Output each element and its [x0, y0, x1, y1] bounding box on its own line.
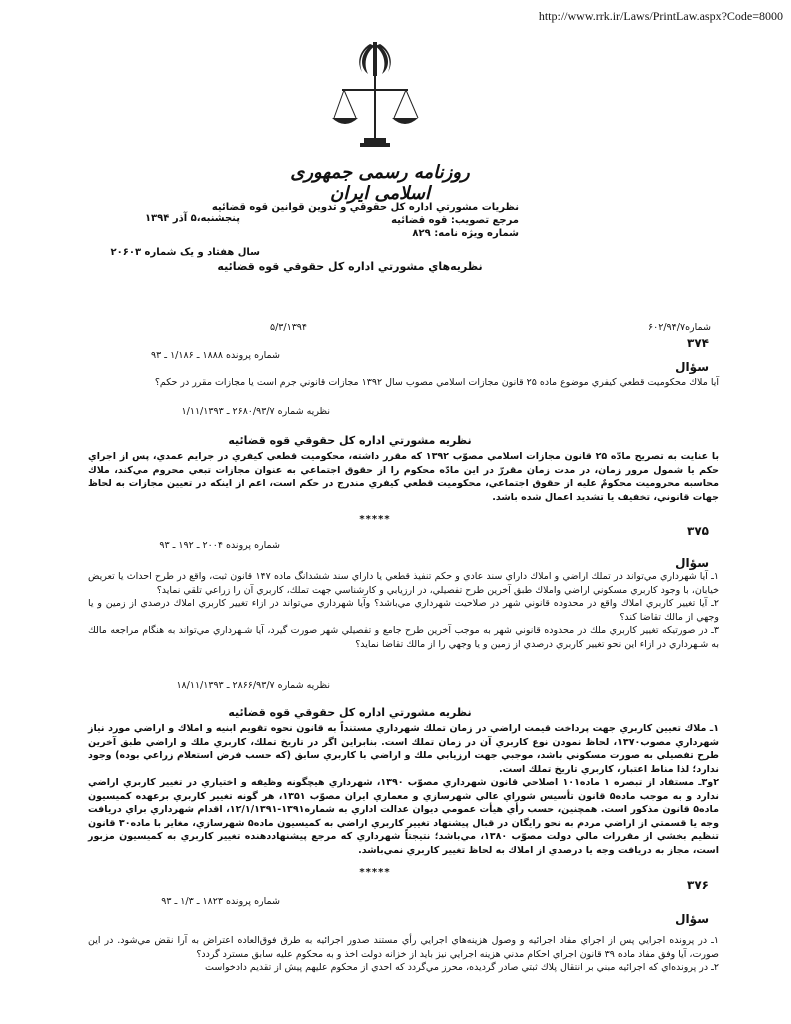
item-375-opinion-ref: نظريه شماره ۲۸۶۶/۹۳/۷ ـ ۱۸/۱۱/۱۳۹۳: [176, 680, 330, 691]
item-374-question-label: سؤال: [675, 360, 709, 374]
year-issue: سال هفتاد و یک شماره ۲۰۶۰۳: [110, 247, 260, 258]
item-375-opinions: [88, 722, 719, 857]
item-375-question-1: ۱ـ آيا شهرداري مي‌تواند در تملك اراضي و املاك داراي سند عادي و حكم تنفيذ قطعي يا داراي سند ششدانگ ماده ۱۴۷ قانون ثبت، واقع در طرح احداث يا تعريض خيابان، با وجود كاربري مسكوني اراضي واملاك طبق آخرين طرح تفصيلي، در ارزيابي و كارشناسي جهت تملك، كاربري آن را زراعي تلقي نمايد؟: [88, 571, 720, 596]
item-376-file: شماره پرونده ۱۸۲۳ ـ ۱/۳ ـ ۹۳: [161, 896, 280, 907]
item-374-file: شماره پرونده ۱۸۸۸ ـ ۱/۱۸۶ ـ ۹۳: [151, 350, 280, 361]
item-376-number: ۳۷۶: [687, 878, 709, 892]
ref-date: ۵/۳/۱۳۹۴: [270, 322, 308, 333]
item-375-file: شماره پرونده ۲۰۰۴ ـ ۱۹۲ ـ ۹۳: [159, 540, 280, 551]
doc-title: نظريه‌هاي مشورتي اداره كل حقوقي قوه قضائيه: [217, 260, 483, 273]
item-376-question-1: ۱ـ در پرونده اجرايي پس از اجراي مفاد اجرائيه و وصول هزينه‌هاي اجرايي رأي مستند صدور اجرائيه به طرق فوق‌العاده اعتراض به آرا نقض مي‌شود. در اين صورت، آيا وفق مفاد ماده ۳۹ قانون اجراي احكام مدني هزينه اجرايي نيز بايد از خزانه دولت اخذ و به محكوم عليه سابق مسترد گردد؟: [88, 935, 719, 960]
item-375-question-label: سؤال: [675, 556, 709, 570]
separator-1: *****: [359, 514, 391, 525]
item-374-opinion-title: نظريه مشورتي اداره كل حقوقي قوه قضائيه: [228, 434, 472, 447]
item-375-opinion-2: ۲و۳ـ مستفاد از تبصره ۱ ماده۱۰۱ اصلاحي قانون شهرداري مصوّب ۱۳۹۰، شهرداري هيچگونه وظيفه و اختياري در تغيير كاربري اراضي ندارد و به موجب ماده۵ قانون تأسيس شوراي عالي شهرسازي و معماري ايران مصوّب ۱۳۵۱، هر گونه تغيير كاربري برعهده كميسيون ماده۵ قانون مذكور است. همچنين، حسب رأي هيأت عمومي ديوان عدالت اداري به شماره۱۳۹۱-۱۲/۱/۱۳۹۱، اقدام شهرداري براي دريافت وجه يا قسمتي از اراضي مردم به نحو رايگان در قبال پيشنهاد تغيير كاربري اراضي به كميسيون ماده۵ شهرسازي، مغاير با ماده۳۰ قانون تنظيم بخشي از مقررات مالي دولت مصوّب ۱۳۸۰، مي‌باشد؛ نتيجتاً شهرداري كه مرجع پيشنهاددهنده تغيير كاربري به كميسيون مزبور است، مجاز به دريافت وجه يا درصدي از املاك به لحاظ تغيير كاربري نمي‌باشد.: [88, 777, 720, 856]
issue-date: پنجشنبه،۵ آذر ۱۳۹۴: [144, 213, 240, 224]
header-line-2: مرجع تصويب: قوه قضائيه: [391, 215, 519, 226]
item-375-opinion-1: ۱ـ ملاك تعيين كاربري جهت پرداخت قيمت اراضي در زمان تملك شهرداري مستنداً به قانون نحوه تقويم ابنيه و املاك و اراضي مورد نياز شهرداري مصوب۱۳۷۰، لحاظ نمودن نوع كاربري آن در زمان تملك است. بنابراين اگر در تاريخ تملك، كاربري ملك و اراضي طبق آخرين طرح تفصيلي به صورت مسكوني باشد، موجبي جهت ارزيابي ملك و اراضي با كاربري سابق (كه حسب فرض استعلام زراعي بوده) وجود ندارد؛ لذا مناط اعتبار، كاربري تاريخ تملك است.: [88, 723, 720, 775]
item-375-questions: [88, 570, 719, 651]
item-374-question: آيا ملاك محكوميت قطعي كيفري موضوع ماده ۲۵ قانون مجازات اسلامي مصوب سال ۱۳۹۲ مجازات قانوني جرم است يا مجازات مقرر در حكم؟: [154, 377, 719, 388]
header-line-3: شماره ويژه نامه: ٨٢٩: [412, 228, 519, 239]
item-376-question-label: سؤال: [675, 912, 709, 926]
source-url: http://www.rrk.ir/Laws/PrintLaw.aspx?Code=8000: [538, 9, 783, 23]
item-375-number: ۳۷۵: [687, 524, 709, 538]
item-375-opinion-title: نظريه مشورتي اداره كل حقوقي قوه قضائيه: [228, 706, 472, 719]
judiciary-emblem-icon: [330, 38, 420, 158]
item-374-opinion-ref: نظريه شماره ۲۶۸۰/۹۳/۷ ـ ۱/۱۱/۱۳۹۳: [181, 406, 330, 417]
item-374-opinion: با عنايت به تصريح مادّه ۲۵ قانون مجازات اسلامي مصوّب ۱۳۹۲ كه مقرر داشته، محكوميت قطعي كيفري در جرايم عمدي، پس از اجراي حكم يا شمول مرور زمان، در مدت زمان مقررّ در اين مادّه محكوم را از حقوق اجتماعي به عنوان مجازات تبعي محروم مي‌كند، ملاك محاسبه محروميت محكومٌ عليه از حقوق اجتماعي، محكوميت قطعي كيفري مندرج در حكم است، اعم از اينكه در تعيين مجازات به لحاظ جهات قانوني، تخفيف يا تشديد اعمال شده باشد.: [88, 451, 720, 503]
ref-number: شماره۶۰۲/۹۴/۷: [648, 322, 711, 333]
item-374-number: ۳۷۴: [687, 336, 709, 350]
item-375-question-3: ۳ـ در صورتيكه تغيير كاربري ملك در محدوده قانوني شهر به موجب آخرين طرح جامع و تفصيلي شهر صورت گيرد، آيا شـهرداري مي‌تواند به هنگام مراجعه مالك به شـهرداري در ازاء اين نحو تغيير كاربري درصدي از زمين و يا وجهي را از مالك تقاضا نمايد؟: [88, 625, 719, 650]
item-375-question-2: ۲ـ آيا تغيير كاربري املاك واقع در محدوده قانوني شهر در صلاحيت شهرداري مي‌باشد؟ وآيا شهرداري مي‌تواند در ازاء تغيير كاربري املاك درصدي از زمين و يا وجهي از مالك تقاضا كند؟: [88, 598, 719, 623]
item-376-question-2: ۲ـ در پرونده‌اي كه اجرائيه مبني بر انتقال پلاك ثبتي صادر گرديده، محرز مي‌گردد كه احدي از محكوم عليهم پيش از تقديم دادخواست: [205, 962, 719, 973]
header-line-1: نظريات مشورتي اداره كل حقوقي و تدوين قوانين قوه قضائيه: [211, 202, 519, 213]
separator-2: *****: [359, 867, 391, 878]
gazette-masthead: روزنامه رسمی جمهوری اسلامی ایران: [290, 162, 470, 204]
item-376-questions: [88, 934, 719, 975]
